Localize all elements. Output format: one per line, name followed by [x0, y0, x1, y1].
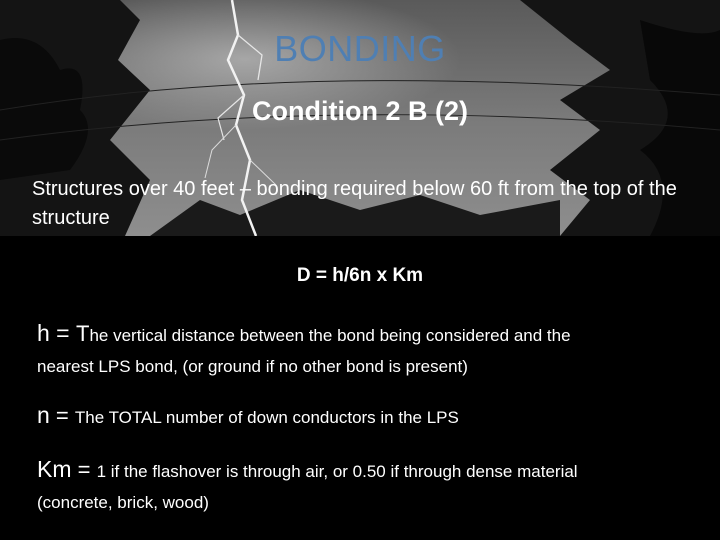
definition-n-symbol: n [37, 402, 50, 428]
definition-n-equals: = [49, 403, 75, 428]
intro-text: Structures over 40 feet – bonding required below 60 ft from the top of the structure [32, 178, 677, 229]
definition-n-line1 [37, 402, 697, 429]
definition-km-symbol: Km [37, 456, 72, 482]
definition-h-line2: nearest LPS bond, (or ground if no other bond is present) [37, 357, 468, 376]
definition-h-symbol: h [37, 320, 50, 346]
definition-km-text: 1 if the flashover is through air, or 0.50 if through dense material [96, 462, 578, 481]
definition-h-line1 [37, 320, 697, 347]
formula: D = h/6n x Km [296, 265, 424, 286]
slide-title: BONDING [274, 28, 446, 69]
definition-km [37, 456, 697, 513]
definition-h [37, 320, 697, 377]
definition-n [37, 402, 697, 429]
definition-h-equals: = [49, 320, 77, 346]
definition-n-text: The TOTAL number of down conductors in the LPS [74, 408, 459, 427]
definition-km-equals: = [71, 457, 97, 482]
slide-subtitle: Condition 2 B (2) [252, 96, 468, 126]
definition-h-first-letter: T [76, 321, 90, 346]
definition-km-line1 [37, 456, 697, 483]
definition-km-line2: (concrete, brick, wood) [37, 493, 209, 512]
definition-h-text: he vertical distance between the bond being considered and the [89, 326, 571, 345]
